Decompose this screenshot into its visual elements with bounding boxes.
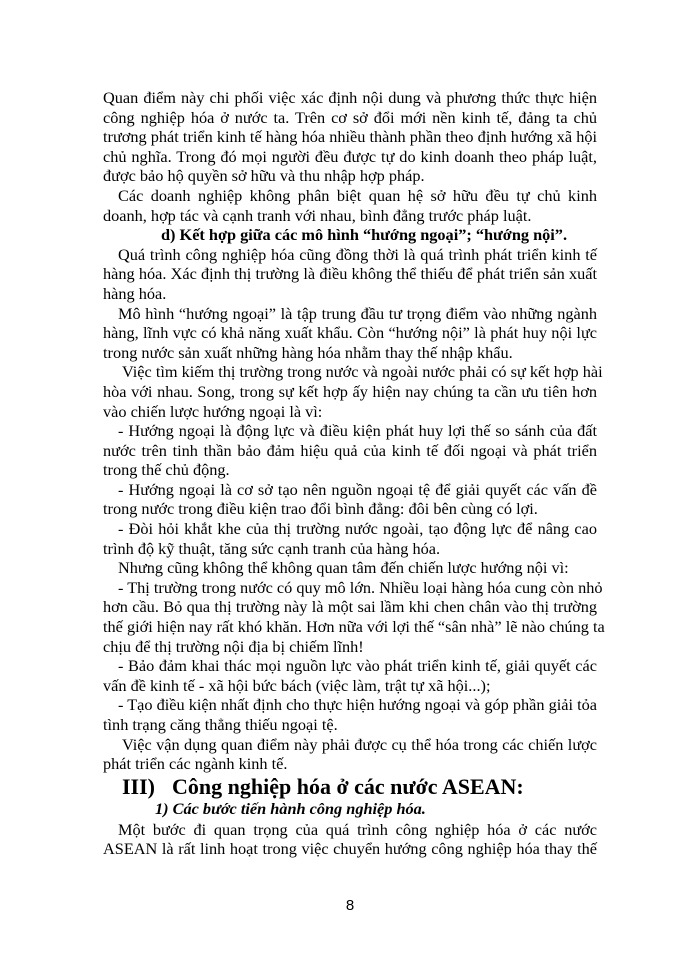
subsection-heading (103, 225, 597, 245)
text-line (103, 774, 597, 799)
paragraph (103, 186, 597, 225)
paragraph (103, 577, 605, 656)
paragraph (103, 656, 597, 695)
text-line: tình trạng căng thẳng thiếu ngoại tệ. (103, 715, 338, 734)
paragraph (103, 695, 597, 734)
text-line: Mô hình “hướng ngoại” là tập trung đầu tư trọng điểm vào những ngành (118, 303, 597, 323)
section-heading (103, 774, 597, 799)
text-line: d) Kết hợp giữa các mô hình “hướng ngoại”; “hướng nội”. (161, 225, 568, 245)
paragraph (103, 421, 597, 480)
paragraph (103, 558, 597, 578)
text-line: chủ nghĩa. Trong đó mọi người đều được tự do kinh doanh theo pháp luật, (103, 146, 597, 166)
paragraph (103, 735, 597, 774)
text-line: công nghiệp hóa ở nước ta. Trên cơ sở đổi mới nền kinh tế, đảng ta chủ (103, 107, 597, 127)
text-line: 1) Các bước tiến hành công nghiệp hóa. (155, 798, 426, 818)
text-line: nước trên tinh thần bảo đảm hiệu quả của kinh tế đối ngoại và phát triển (103, 440, 597, 460)
text-line: hơn cầu. Bỏ qua thị trường này là một sai lầm khi chen chân vào thị trường (103, 597, 597, 617)
text-line: hàng, lĩnh vực có khả năng xuất khẩu. Còn “hướng nội” là phát huy nội lực (103, 323, 597, 343)
page-number: 8 (345, 897, 355, 914)
text-line: trương phát triển kinh tế hàng hóa nhiều thành phần theo định hướng xã hội (103, 127, 597, 147)
text-line: trong nước sản xuất những hàng hóa nhằm thay thế nhập khẩu. (103, 342, 513, 362)
section-title: Công nghiệp hóa ở các nước ASEAN: (172, 773, 524, 799)
text-line: vấn đề kinh tế - xã hội bức bách (việc làm, trật tự xã hội...); (103, 675, 491, 695)
text-line: hòa với nhau. Song, trong sự kết hợp ấy hiện nay chúng ta cần ưu tiên hơn (103, 381, 597, 401)
section-number: III) (122, 773, 156, 799)
text-line: - Tạo điều kiện nhất định cho thực hiện hướng ngoại và góp phần giải tỏa (118, 695, 597, 715)
paragraph (103, 88, 597, 186)
text-line: - Đòi hỏi khắt khe của thị trường nước ngoài, tạo động lực để nâng cao (118, 519, 597, 539)
text-line: chịu để thị trường nội địa bị chiếm lĩnh! (103, 636, 364, 656)
text-line: trong nước trong điều kiện trao đổi bình đẳng: đôi bên cùng có lợi. (103, 499, 538, 519)
text-line: trình độ kỹ thuật, tăng sức cạnh tranh của hàng hóa. (103, 538, 441, 558)
text-line: - Bảo đảm khai thác mọi nguồn lực vào phát triển kinh tế, giải quyết các (118, 656, 597, 676)
text-line: Quan điểm này chi phối việc xác định nội dung và phương thức thực hiện (103, 88, 597, 107)
subsection-heading (103, 799, 597, 820)
text-line: phát triển các ngành kinh tế. (103, 754, 288, 774)
paragraph (103, 820, 597, 859)
text-line: Các doanh nghiệp không phân biệt quan hệ sở hữu đều tự chủ kinh (118, 185, 597, 205)
text-line: Nhưng cũng không thể không quan tâm đến chiến lược hướng nội vì: (118, 558, 569, 578)
text-line: Việc tìm kiếm thị trường trong nước và ngoài nước phải có sự kết hợp hài (122, 362, 603, 382)
text-line: - Thị trường trong nước có quy mô lớn. Nhiều loại hàng hóa cung còn nhỏ (118, 577, 603, 597)
paragraph (103, 245, 597, 304)
text-line: - Hướng ngoại là cơ sở tạo nên nguồn ngoại tệ để giải quyết các vấn đề (118, 479, 597, 499)
paragraph (103, 519, 597, 558)
paragraph (103, 362, 603, 421)
text-line: thế giới hiện nay rất khó khăn. Hơn nữa với lợi thế “sân nhà” lẽ nào chúng ta (103, 617, 605, 637)
text-line: hàng hóa. Xác định thị trường là điều không thể thiếu để phát triển sản xuất (103, 264, 597, 284)
paragraph (103, 480, 597, 519)
document-body (103, 88, 605, 859)
text-line: vào chiến lược hướng ngoại là vì: (103, 401, 323, 421)
text-line: Việc vận dụng quan điểm này phải được cụ thể hóa trong các chiến lược (122, 734, 597, 754)
text-line: Quá trình công nghiệp hóa cũng đồng thời là quá trình phát triển kinh tế (118, 244, 597, 264)
paragraph (103, 304, 597, 363)
text-line: ASEAN là rất linh hoạt trong việc chuyển hướng công nghiệp hóa thay thế (103, 839, 597, 859)
text-line: trong thế chủ động. (103, 460, 230, 480)
text-line: Một bước đi quan trọng của quá trình công nghiệp hóa ở các nước (118, 819, 597, 839)
text-line: doanh, hợp tác và cạnh tranh với nhau, bình đẳng trước pháp luật. (103, 205, 532, 225)
text-line: - Hướng ngoại là động lực và điều kiện phát huy lợi thế so sánh của đất (118, 421, 597, 441)
text-line: được bảo hộ quyền sở hữu và thu nhập hợp pháp. (103, 166, 425, 186)
text-line: hàng hóa. (103, 283, 167, 303)
